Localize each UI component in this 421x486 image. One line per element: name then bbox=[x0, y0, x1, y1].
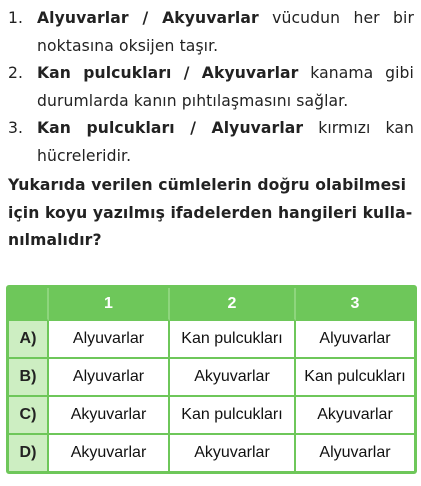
option-cell: Alyuvarlar bbox=[49, 359, 170, 397]
statement-2 bbox=[8, 60, 414, 115]
option-cell: Kan pulcukları bbox=[170, 321, 296, 359]
header-col-2: 2 bbox=[170, 288, 296, 321]
option-row-d[interactable] bbox=[9, 435, 414, 471]
option-cell: Akyuvarlar bbox=[296, 397, 414, 435]
question-stem: Yukarıda verilen cümlelerin doğru olabilmesi için koyu yazılmış ifadelerden hangileri kulla-nılmalıdır? bbox=[8, 176, 413, 249]
header-corner bbox=[9, 288, 49, 321]
option-cell: Akyuvarlar bbox=[170, 359, 296, 397]
option-label[interactable]: A) bbox=[9, 321, 49, 359]
statement-text: kırmızı kan hücreleridir. bbox=[37, 119, 414, 165]
option-row-a[interactable] bbox=[9, 321, 414, 359]
option-label[interactable]: D) bbox=[9, 435, 49, 471]
statement-text: vücudun her bir noktasına oksijen taşır. bbox=[37, 9, 414, 55]
option-cell: Kan pulcukları bbox=[296, 359, 414, 397]
option-cell: Alyuvarlar bbox=[296, 321, 414, 359]
statement-number: 2. bbox=[8, 64, 24, 82]
option-cell: Alyuvarlar bbox=[296, 435, 414, 471]
statement-number: 1. bbox=[8, 9, 24, 27]
option-cell: Akyuvarlar bbox=[49, 397, 170, 435]
option-cell: Akyuvarlar bbox=[170, 435, 296, 471]
answer-options-table bbox=[6, 285, 417, 474]
bold-phrase: Kan pulcukları / Alyuvarlar bbox=[37, 119, 304, 137]
header-col-3: 3 bbox=[296, 288, 414, 321]
option-cell: Alyuvarlar bbox=[49, 321, 170, 359]
bold-phrase: Kan pulcukları / Akyuvarlar bbox=[37, 64, 299, 82]
question-block bbox=[8, 5, 414, 255]
header-col-1: 1 bbox=[49, 288, 170, 321]
bold-phrase: Alyuvarlar / Akyuvarlar bbox=[37, 9, 259, 27]
option-label[interactable]: B) bbox=[9, 359, 49, 397]
option-cell: Akyuvarlar bbox=[49, 435, 170, 471]
statement-number: 3. bbox=[8, 119, 24, 137]
statement-3 bbox=[8, 115, 414, 170]
option-row-b[interactable] bbox=[9, 359, 414, 397]
statement-1 bbox=[8, 5, 414, 60]
option-cell: Kan pulcukları bbox=[170, 397, 296, 435]
table-header-row bbox=[9, 288, 414, 321]
statement-text: kanama gibi durumlarda kanın pıhtılaşmasını sağlar. bbox=[37, 64, 414, 110]
option-label[interactable]: C) bbox=[9, 397, 49, 435]
option-row-c[interactable] bbox=[9, 397, 414, 435]
